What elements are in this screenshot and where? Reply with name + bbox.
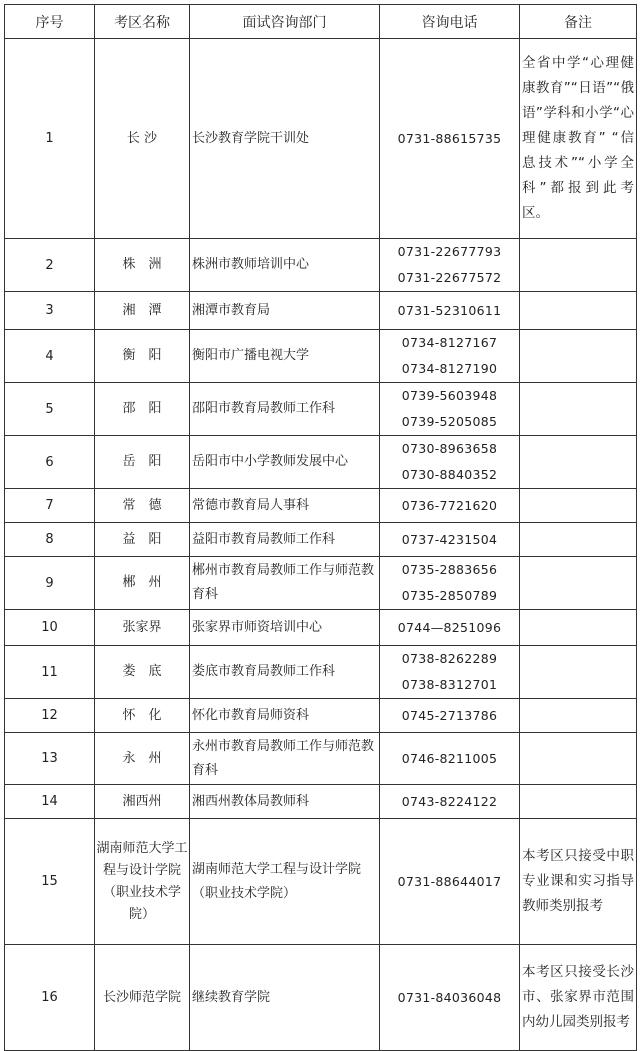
consult-department: 娄底市教育局教师工作科 <box>190 646 380 699</box>
table-row <box>5 557 637 610</box>
remark <box>520 610 637 646</box>
phone-number: 0731-88615735 <box>397 130 502 146</box>
consult-department: 继续教育学院 <box>190 945 380 1051</box>
row-number: 15 <box>5 819 95 945</box>
exam-area-name: 娄 底 <box>95 646 190 699</box>
row-number: 5 <box>5 383 95 436</box>
exam-area-name: 益 阳 <box>95 523 190 557</box>
consult-department: 益阳市教育局教师工作科 <box>190 523 380 557</box>
phone-number: 0745-2713786 <box>401 707 498 723</box>
exam-area-name: 郴 州 <box>95 557 190 610</box>
row-number: 12 <box>5 699 95 733</box>
consult-department: 张家界市师资培训中心 <box>190 610 380 646</box>
remark: 全省中学“心理健康教育”“日语”“俄语”学科和小学“心理健康教育” “信息技术”“小学全科”都报到此考区。 <box>520 39 637 239</box>
table-row <box>5 610 637 646</box>
table-row <box>5 945 637 1051</box>
phone-number: 0738-8262289 <box>401 651 498 666</box>
phone-cell <box>380 945 520 1051</box>
table-row <box>5 436 637 489</box>
phone-cell <box>380 383 520 436</box>
remark <box>520 646 637 699</box>
row-number: 14 <box>5 785 95 819</box>
exam-area-name: 衡 阳 <box>95 330 190 383</box>
phone-cell <box>380 239 520 292</box>
table-row <box>5 523 637 557</box>
table-row <box>5 646 637 699</box>
phone-cell <box>380 819 520 945</box>
remark <box>520 239 637 292</box>
phone-cell <box>380 436 520 489</box>
exam-area-name: 长 沙 <box>95 39 190 239</box>
exam-area-name: 湘 潭 <box>95 292 190 330</box>
remark: 本考区只接受长沙市、张家界市范围内幼儿园类别报考 <box>520 945 637 1051</box>
row-number: 3 <box>5 292 95 330</box>
exam-area-name: 岳 阳 <box>95 436 190 489</box>
phone-number: 0735-2883656 <box>401 562 498 577</box>
table-row <box>5 733 637 785</box>
phone-cell <box>380 557 520 610</box>
phone-cell <box>380 610 520 646</box>
row-number: 9 <box>5 557 95 610</box>
row-number: 8 <box>5 523 95 557</box>
consult-department: 永州市教育局教师工作与师范教育科 <box>190 733 380 785</box>
table-row <box>5 330 637 383</box>
phone-number: 0739-5205085 <box>401 414 498 429</box>
remark <box>520 436 637 489</box>
phone-number: 0731-84036048 <box>397 989 502 1005</box>
table-row <box>5 819 637 945</box>
phone-number: 0734-8127190 <box>401 361 498 376</box>
row-number: 16 <box>5 945 95 1051</box>
phone-number: 0744—8251096 <box>397 619 502 635</box>
remark <box>520 330 637 383</box>
consult-department: 湘西州教体局教师科 <box>190 785 380 819</box>
phone-number: 0735-2850789 <box>401 588 498 603</box>
table-body <box>5 39 637 1051</box>
exam-area-name: 株 洲 <box>95 239 190 292</box>
table-row <box>5 39 637 239</box>
consult-department: 衡阳市广播电视大学 <box>190 330 380 383</box>
consult-department: 常德市教育局人事科 <box>190 489 380 523</box>
consult-department: 邵阳市教育局教师工作科 <box>190 383 380 436</box>
consult-department: 株洲市教师培训中心 <box>190 239 380 292</box>
phone-number: 0737-4231504 <box>401 531 498 547</box>
row-number: 10 <box>5 610 95 646</box>
phone-number: 0730-8840352 <box>401 467 498 482</box>
row-number: 6 <box>5 436 95 489</box>
header-phone: 咨询电话 <box>380 5 520 39</box>
row-number: 4 <box>5 330 95 383</box>
remark <box>520 557 637 610</box>
phone-number: 0736-7721620 <box>401 497 498 513</box>
table-row <box>5 292 637 330</box>
phone-cell <box>380 292 520 330</box>
consult-department: 怀化市教育局师资科 <box>190 699 380 733</box>
row-number: 1 <box>5 39 95 239</box>
remark <box>520 523 637 557</box>
exam-area-name: 张家界 <box>95 610 190 646</box>
exam-area-name: 湖南师范大学工程与设计学院（职业技术学院） <box>95 819 190 945</box>
phone-number: 0731-88644017 <box>397 873 502 889</box>
remark: 本考区只接受中职专业课和实习指导教师类别报考 <box>520 819 637 945</box>
exam-area-name: 邵 阳 <box>95 383 190 436</box>
phone-number: 0730-8963658 <box>401 441 498 456</box>
consult-department: 湖南师范大学工程与设计学院（职业技术学院） <box>190 819 380 945</box>
remark <box>520 699 637 733</box>
table-row <box>5 239 637 292</box>
header-dept: 面试咨询部门 <box>190 5 380 39</box>
header-note: 备注 <box>520 5 637 39</box>
header-no: 序号 <box>5 5 95 39</box>
phone-cell <box>380 699 520 733</box>
remark <box>520 292 637 330</box>
consult-department: 长沙教育学院干训处 <box>190 39 380 239</box>
phone-number: 0738-8312701 <box>401 677 498 692</box>
phone-number: 0734-8127167 <box>401 335 498 350</box>
phone-number: 0731-22677793 <box>397 244 502 259</box>
phone-cell <box>380 646 520 699</box>
remark <box>520 383 637 436</box>
exam-area-name: 永 州 <box>95 733 190 785</box>
exam-area-name: 常 德 <box>95 489 190 523</box>
table-row <box>5 699 637 733</box>
phone-cell <box>380 330 520 383</box>
phone-number: 0746-8211005 <box>401 750 498 766</box>
phone-number: 0731-22677572 <box>397 270 502 285</box>
exam-area-name: 怀 化 <box>95 699 190 733</box>
exam-area-name: 长沙师范学院 <box>95 945 190 1051</box>
phone-cell <box>380 733 520 785</box>
phone-cell <box>380 785 520 819</box>
phone-cell <box>380 489 520 523</box>
phone-number: 0743-8224122 <box>401 793 498 809</box>
table-row <box>5 383 637 436</box>
consult-department: 岳阳市中小学教师发展中心 <box>190 436 380 489</box>
consult-department: 郴州市教育局教师工作与师范教育科 <box>190 557 380 610</box>
consult-department: 湘潭市教育局 <box>190 292 380 330</box>
remark <box>520 785 637 819</box>
table-row <box>5 785 637 819</box>
table-row <box>5 489 637 523</box>
remark <box>520 733 637 785</box>
phone-number: 0731-52310611 <box>397 302 502 318</box>
contact-table <box>4 4 637 1051</box>
row-number: 11 <box>5 646 95 699</box>
row-number: 13 <box>5 733 95 785</box>
header-area: 考区名称 <box>95 5 190 39</box>
row-number: 2 <box>5 239 95 292</box>
phone-cell <box>380 523 520 557</box>
remark <box>520 489 637 523</box>
phone-cell <box>380 39 520 239</box>
phone-number: 0739-5603948 <box>401 388 498 403</box>
exam-area-name: 湘西州 <box>95 785 190 819</box>
header-row <box>5 5 637 39</box>
row-number: 7 <box>5 489 95 523</box>
